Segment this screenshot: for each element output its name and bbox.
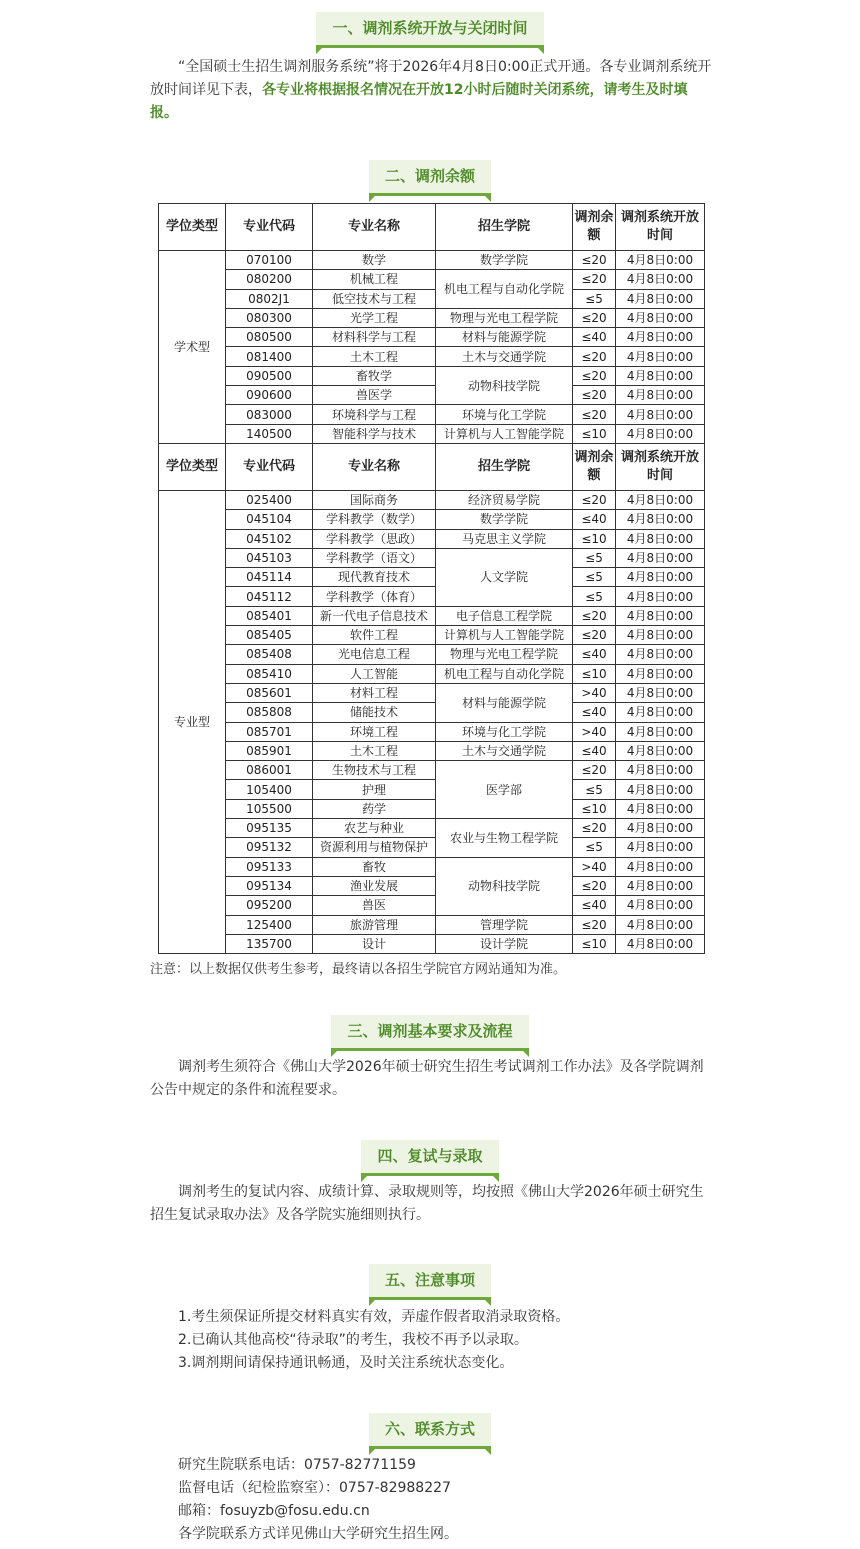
quota-cell: ≤10 bbox=[573, 934, 616, 953]
section-6-heading bbox=[0, 1413, 860, 1449]
major-name-cell: 设计 bbox=[313, 934, 436, 953]
quota-cell: ≤40 bbox=[573, 741, 616, 760]
college-cell: 动物科技学院 bbox=[436, 857, 573, 915]
quota-cell: ≤40 bbox=[573, 645, 616, 664]
table-row bbox=[159, 819, 705, 838]
open-time-cell: 4月8日0:00 bbox=[616, 510, 705, 529]
quota-cell: ≤40 bbox=[573, 703, 616, 722]
college-cell: 计算机与人工智能学院 bbox=[436, 424, 573, 443]
major-name-cell: 资源利用与植物保护 bbox=[313, 838, 436, 857]
table-row bbox=[159, 270, 705, 289]
major-name-cell: 兽医学 bbox=[313, 386, 436, 405]
quota-cell: ≤40 bbox=[573, 328, 616, 347]
major-name-cell: 现代教育技术 bbox=[313, 568, 436, 587]
quota-cell: ≤40 bbox=[573, 510, 616, 529]
quota-cell: ≤20 bbox=[573, 490, 616, 509]
table-row bbox=[159, 722, 705, 741]
college-cell: 数学学院 bbox=[436, 510, 573, 529]
quota-cell: ≤10 bbox=[573, 799, 616, 818]
table-header-cell: 专业名称 bbox=[313, 204, 436, 251]
college-cell: 环境与化工学院 bbox=[436, 722, 573, 741]
contact-list bbox=[178, 1454, 458, 1546]
college-cell: 计算机与人工智能学院 bbox=[436, 626, 573, 645]
table-row bbox=[159, 761, 705, 780]
major-code-cell: 085808 bbox=[226, 703, 313, 722]
table-row bbox=[159, 328, 705, 347]
table-header-cell: 调剂系统开放时间 bbox=[616, 204, 705, 251]
major-name-cell: 国际商务 bbox=[313, 490, 436, 509]
college-cell: 数学学院 bbox=[436, 251, 573, 270]
table-row bbox=[159, 347, 705, 366]
major-code-cell: 0802J1 bbox=[226, 289, 313, 308]
major-code-cell: 095132 bbox=[226, 838, 313, 857]
major-name-cell: 兽医 bbox=[313, 896, 436, 915]
college-cell: 土木与交通学院 bbox=[436, 741, 573, 760]
table-row bbox=[159, 587, 705, 606]
section-5-title: 五、注意事项 bbox=[369, 1264, 491, 1300]
quota-cell: ≤5 bbox=[573, 838, 616, 857]
table-row bbox=[159, 838, 705, 857]
table-header-row bbox=[159, 443, 705, 490]
section-1-text: “全国硕士生招生调剂服务系统”将于2026年4月8日0:00正式开通。各专业调剂系统开放时间详见下表， bbox=[150, 59, 712, 98]
major-name-cell: 学科教学（语文） bbox=[313, 548, 436, 567]
open-time-cell: 4月8日0:00 bbox=[616, 838, 705, 857]
college-cell: 医学部 bbox=[436, 761, 573, 819]
open-time-cell: 4月8日0:00 bbox=[616, 490, 705, 509]
major-name-cell: 光学工程 bbox=[313, 308, 436, 327]
college-cell: 材料与能源学院 bbox=[436, 683, 573, 722]
college-cell: 农业与生物工程学院 bbox=[436, 819, 573, 858]
quota-cell: ≤5 bbox=[573, 780, 616, 799]
major-code-cell: 080200 bbox=[226, 270, 313, 289]
contact-more-info: 各学院联系方式详见佛山大学研究生招生网。 bbox=[178, 1526, 458, 1542]
section-4-title: 四、复试与录取 bbox=[361, 1140, 498, 1176]
major-code-cell: 095200 bbox=[226, 896, 313, 915]
quota-cell: ≤20 bbox=[573, 761, 616, 780]
major-code-cell: 085601 bbox=[226, 683, 313, 702]
major-code-cell: 045114 bbox=[226, 568, 313, 587]
open-time-cell: 4月8日0:00 bbox=[616, 328, 705, 347]
college-cell: 人文学院 bbox=[436, 548, 573, 606]
section-4-paragraph bbox=[150, 1181, 714, 1227]
section-3-text: 调剂考生须符合《佛山大学2026年硕士研究生招生考试调剂工作办法》及各学院调剂公告中规定的条件和流程要求。 bbox=[150, 1059, 704, 1098]
college-cell: 马克思主义学院 bbox=[436, 529, 573, 548]
open-time-cell: 4月8日0:00 bbox=[616, 915, 705, 934]
quota-cell: >40 bbox=[573, 857, 616, 876]
section-1-heading bbox=[0, 12, 860, 48]
open-time-cell: 4月8日0:00 bbox=[616, 780, 705, 799]
open-time-cell: 4月8日0:00 bbox=[616, 934, 705, 953]
major-code-cell: 085401 bbox=[226, 606, 313, 625]
table-header-cell: 调剂余额 bbox=[573, 443, 616, 490]
major-code-cell: 090500 bbox=[226, 366, 313, 385]
college-cell: 物理与光电工程学院 bbox=[436, 308, 573, 327]
college-cell: 土木与交通学院 bbox=[436, 347, 573, 366]
contact-email[interactable]: 邮箱：fosuyzb@fosu.edu.cn bbox=[178, 1503, 370, 1519]
section-3-paragraph bbox=[150, 1056, 714, 1102]
open-time-cell: 4月8日0:00 bbox=[616, 405, 705, 424]
college-cell: 机电工程与自动化学院 bbox=[436, 664, 573, 683]
open-time-cell: 4月8日0:00 bbox=[616, 664, 705, 683]
open-time-cell: 4月8日0:00 bbox=[616, 819, 705, 838]
open-time-cell: 4月8日0:00 bbox=[616, 568, 705, 587]
major-name-cell: 畜牧 bbox=[313, 857, 436, 876]
section-2-title: 二、调剂余额 bbox=[369, 160, 491, 196]
table-header-cell: 学位类型 bbox=[159, 443, 226, 490]
table-row bbox=[159, 308, 705, 327]
table-row bbox=[159, 606, 705, 625]
major-name-cell: 护理 bbox=[313, 780, 436, 799]
college-cell: 设计学院 bbox=[436, 934, 573, 953]
major-code-cell: 045112 bbox=[226, 587, 313, 606]
quota-cell: ≤20 bbox=[573, 347, 616, 366]
table-header-cell: 学位类型 bbox=[159, 204, 226, 251]
quota-cell: ≤20 bbox=[573, 626, 616, 645]
table-row bbox=[159, 490, 705, 509]
degree-type-cell: 专业型 bbox=[159, 490, 226, 953]
open-time-cell: 4月8日0:00 bbox=[616, 683, 705, 702]
open-time-cell: 4月8日0:00 bbox=[616, 857, 705, 876]
section-4-text: 调剂考生的复试内容、成绩计算、录取规则等，均按照《佛山大学2026年硕士研究生招生复试录取办法》及各学院实施细则执行。 bbox=[150, 1184, 704, 1223]
open-time-cell: 4月8日0:00 bbox=[616, 626, 705, 645]
major-code-cell: 083000 bbox=[226, 405, 313, 424]
college-cell: 电子信息工程学院 bbox=[436, 606, 573, 625]
quota-cell: ≤20 bbox=[573, 386, 616, 405]
table-row bbox=[159, 568, 705, 587]
open-time-cell: 4月8日0:00 bbox=[616, 289, 705, 308]
college-cell: 物理与光电工程学院 bbox=[436, 645, 573, 664]
major-code-cell: 085410 bbox=[226, 664, 313, 683]
quota-cell: ≤20 bbox=[573, 366, 616, 385]
table-row bbox=[159, 645, 705, 664]
major-code-cell: 085901 bbox=[226, 741, 313, 760]
major-code-cell: 095133 bbox=[226, 857, 313, 876]
open-time-cell: 4月8日0:00 bbox=[616, 606, 705, 625]
quota-cell: ≤20 bbox=[573, 251, 616, 270]
quota-table bbox=[158, 203, 705, 954]
quota-cell: ≤5 bbox=[573, 587, 616, 606]
quota-cell: ≤5 bbox=[573, 568, 616, 587]
major-code-cell: 045104 bbox=[226, 510, 313, 529]
major-code-cell: 095135 bbox=[226, 819, 313, 838]
major-name-cell: 材料科学与工程 bbox=[313, 328, 436, 347]
major-name-cell: 药学 bbox=[313, 799, 436, 818]
table-row bbox=[159, 424, 705, 443]
notice-list bbox=[178, 1306, 569, 1375]
open-time-cell: 4月8日0:00 bbox=[616, 347, 705, 366]
major-code-cell: 090600 bbox=[226, 386, 313, 405]
major-code-cell: 086001 bbox=[226, 761, 313, 780]
college-cell: 机电工程与自动化学院 bbox=[436, 270, 573, 309]
major-name-cell: 光电信息工程 bbox=[313, 645, 436, 664]
open-time-cell: 4月8日0:00 bbox=[616, 386, 705, 405]
quota-cell: ≤20 bbox=[573, 876, 616, 895]
major-code-cell: 081400 bbox=[226, 347, 313, 366]
open-time-cell: 4月8日0:00 bbox=[616, 896, 705, 915]
major-code-cell: 085405 bbox=[226, 626, 313, 645]
major-name-cell: 材料工程 bbox=[313, 683, 436, 702]
quota-cell: ≤20 bbox=[573, 915, 616, 934]
major-name-cell: 农艺与种业 bbox=[313, 819, 436, 838]
major-name-cell: 旅游管理 bbox=[313, 915, 436, 934]
table-header-row bbox=[159, 204, 705, 251]
section-1-title: 一、调剂系统开放与关闭时间 bbox=[316, 12, 543, 48]
open-time-cell: 4月8日0:00 bbox=[616, 270, 705, 289]
quota-cell: ≤20 bbox=[573, 819, 616, 838]
quota-cell: ≤5 bbox=[573, 548, 616, 567]
open-time-cell: 4月8日0:00 bbox=[616, 722, 705, 741]
table-header-cell: 专业代码 bbox=[226, 204, 313, 251]
table-header-cell: 专业代码 bbox=[226, 443, 313, 490]
major-name-cell: 学科教学（数学） bbox=[313, 510, 436, 529]
major-name-cell: 数学 bbox=[313, 251, 436, 270]
major-code-cell: 095134 bbox=[226, 876, 313, 895]
open-time-cell: 4月8日0:00 bbox=[616, 741, 705, 760]
quota-cell: ≤5 bbox=[573, 289, 616, 308]
table-row bbox=[159, 857, 705, 876]
open-time-cell: 4月8日0:00 bbox=[616, 308, 705, 327]
table-row bbox=[159, 251, 705, 270]
major-name-cell: 低空技术与工程 bbox=[313, 289, 436, 308]
section-6-title: 六、联系方式 bbox=[369, 1413, 491, 1449]
notice-item: 1.考生须保证所提交材料真实有效，弄虚作假者取消录取资格。 bbox=[178, 1309, 570, 1325]
quota-cell: ≤20 bbox=[573, 308, 616, 327]
section-5-heading bbox=[0, 1264, 860, 1300]
notice-item: 3.调剂期间请保持通讯畅通，及时关注系统状态变化。 bbox=[178, 1355, 514, 1371]
major-code-cell: 070100 bbox=[226, 251, 313, 270]
major-name-cell: 学科教学（思政） bbox=[313, 529, 436, 548]
quota-cell: ≤20 bbox=[573, 606, 616, 625]
major-name-cell: 学科教学（体育） bbox=[313, 587, 436, 606]
table-row bbox=[159, 289, 705, 308]
major-name-cell: 新一代电子信息技术 bbox=[313, 606, 436, 625]
quota-cell: ≤10 bbox=[573, 529, 616, 548]
open-time-cell: 4月8日0:00 bbox=[616, 876, 705, 895]
open-time-cell: 4月8日0:00 bbox=[616, 529, 705, 548]
table-row bbox=[159, 405, 705, 424]
notice-item: 2.已确认其他高校“待录取”的考生，我校不再予以录取。 bbox=[178, 1332, 528, 1348]
major-name-cell: 畜牧学 bbox=[313, 366, 436, 385]
major-code-cell: 105500 bbox=[226, 799, 313, 818]
table-row bbox=[159, 915, 705, 934]
open-time-cell: 4月8日0:00 bbox=[616, 366, 705, 385]
college-cell: 管理学院 bbox=[436, 915, 573, 934]
quota-cell: ≤20 bbox=[573, 405, 616, 424]
major-code-cell: 105400 bbox=[226, 780, 313, 799]
section-1-bold-text: 各专业将根据报名情况在开放12小时后随时关闭系统，请考生及时填报。 bbox=[150, 82, 688, 121]
open-time-cell: 4月8日0:00 bbox=[616, 548, 705, 567]
section-1-paragraph bbox=[150, 56, 714, 125]
major-name-cell: 软件工程 bbox=[313, 626, 436, 645]
table-row bbox=[159, 386, 705, 405]
major-name-cell: 环境工程 bbox=[313, 722, 436, 741]
table-header-cell: 调剂系统开放时间 bbox=[616, 443, 705, 490]
quota-cell: >40 bbox=[573, 683, 616, 702]
contact-phone: 研究生院联系电话：0757-82771159 bbox=[178, 1457, 416, 1473]
college-cell: 材料与能源学院 bbox=[436, 328, 573, 347]
quota-cell: >40 bbox=[573, 722, 616, 741]
table-row bbox=[159, 799, 705, 818]
contact-supervision-phone: 监督电话（纪检监察室）：0757-82988227 bbox=[178, 1480, 451, 1496]
open-time-cell: 4月8日0:00 bbox=[616, 799, 705, 818]
major-code-cell: 085701 bbox=[226, 722, 313, 741]
quota-cell: ≤40 bbox=[573, 896, 616, 915]
major-code-cell: 045102 bbox=[226, 529, 313, 548]
major-name-cell: 人工智能 bbox=[313, 664, 436, 683]
college-cell: 动物科技学院 bbox=[436, 366, 573, 405]
table-row bbox=[159, 876, 705, 895]
table-header-cell: 招生学院 bbox=[436, 443, 573, 490]
major-code-cell: 080500 bbox=[226, 328, 313, 347]
table-row bbox=[159, 510, 705, 529]
major-code-cell: 080300 bbox=[226, 308, 313, 327]
table-row bbox=[159, 703, 705, 722]
major-name-cell: 智能科学与技术 bbox=[313, 424, 436, 443]
table-row bbox=[159, 741, 705, 760]
major-name-cell: 土木工程 bbox=[313, 347, 436, 366]
college-cell: 环境与化工学院 bbox=[436, 405, 573, 424]
major-code-cell: 140500 bbox=[226, 424, 313, 443]
table-row bbox=[159, 664, 705, 683]
table-row bbox=[159, 548, 705, 567]
table-row bbox=[159, 780, 705, 799]
quota-cell: ≤10 bbox=[573, 424, 616, 443]
section-3-title: 三、调剂基本要求及流程 bbox=[331, 1015, 528, 1051]
degree-type-cell: 学术型 bbox=[159, 251, 226, 444]
major-code-cell: 085408 bbox=[226, 645, 313, 664]
quota-cell: ≤20 bbox=[573, 270, 616, 289]
quota-cell: ≤10 bbox=[573, 664, 616, 683]
section-2-heading bbox=[0, 160, 860, 196]
major-code-cell: 135700 bbox=[226, 934, 313, 953]
major-name-cell: 机械工程 bbox=[313, 270, 436, 289]
open-time-cell: 4月8日0:00 bbox=[616, 703, 705, 722]
major-name-cell: 土木工程 bbox=[313, 741, 436, 760]
table-row bbox=[159, 683, 705, 702]
major-name-cell: 储能技术 bbox=[313, 703, 436, 722]
major-name-cell: 生物技术与工程 bbox=[313, 761, 436, 780]
open-time-cell: 4月8日0:00 bbox=[616, 645, 705, 664]
open-time-cell: 4月8日0:00 bbox=[616, 424, 705, 443]
table-header-cell: 调剂余额 bbox=[573, 204, 616, 251]
section-4-heading bbox=[0, 1140, 860, 1176]
table-note: 注意：以上数据仅供考生参考，最终请以各招生学院官方网站通知为准。 bbox=[150, 962, 567, 977]
major-code-cell: 025400 bbox=[226, 490, 313, 509]
college-cell: 经济贸易学院 bbox=[436, 490, 573, 509]
major-name-cell: 环境科学与工程 bbox=[313, 405, 436, 424]
table-row bbox=[159, 529, 705, 548]
table-row bbox=[159, 366, 705, 385]
section-3-heading bbox=[0, 1015, 860, 1051]
major-name-cell: 渔业发展 bbox=[313, 876, 436, 895]
open-time-cell: 4月8日0:00 bbox=[616, 761, 705, 780]
table-row bbox=[159, 934, 705, 953]
major-code-cell: 045103 bbox=[226, 548, 313, 567]
table-row bbox=[159, 896, 705, 915]
open-time-cell: 4月8日0:00 bbox=[616, 251, 705, 270]
table-header-cell: 专业名称 bbox=[313, 443, 436, 490]
table-header-cell: 招生学院 bbox=[436, 204, 573, 251]
open-time-cell: 4月8日0:00 bbox=[616, 587, 705, 606]
major-code-cell: 125400 bbox=[226, 915, 313, 934]
table-row bbox=[159, 626, 705, 645]
